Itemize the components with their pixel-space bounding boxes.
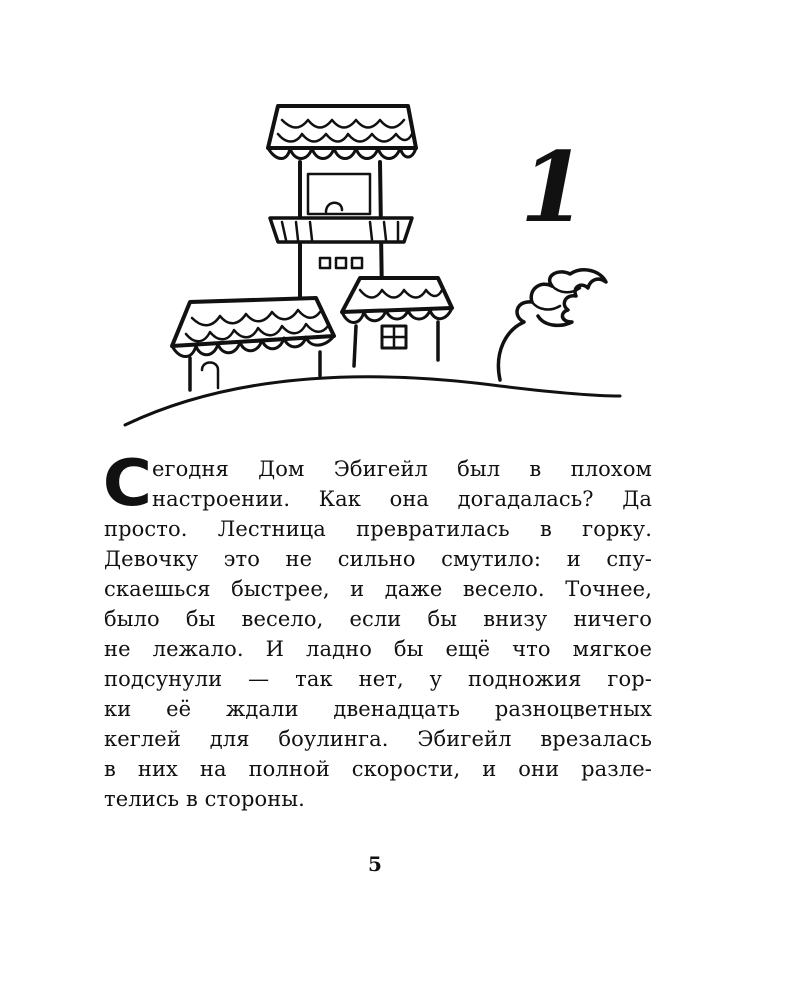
text-line: не лежало. И ладно бы ещё что мягкое: [104, 637, 652, 661]
chapter-number: 1: [520, 131, 587, 244]
text-line: кеглей для боулинга. Эбигейл врезалась: [104, 727, 652, 751]
text-line: просто. Лестница превратилась в горку.: [104, 517, 652, 541]
text-line: в них на полной скорости, и они разле-: [104, 757, 652, 781]
hill-line: [125, 377, 620, 425]
tower-balcony: [270, 218, 412, 242]
page-number: 5: [368, 852, 382, 876]
drop-cap-letter: С: [102, 447, 153, 521]
drop-cap: [102, 447, 153, 521]
text-line: Девочку это не сильно смутило: и спу-: [104, 547, 652, 571]
text-line: было бы весело, если бы внизу ничего: [104, 607, 652, 631]
text-line: ки её ждали двенадцать разноцветных: [104, 697, 652, 721]
text-line: настроении. Как она догадалась? Да: [152, 487, 652, 511]
text-line: егодня Дом Эбигейл был в плохом: [152, 457, 652, 481]
text-line: телись в стороны.: [104, 787, 305, 811]
text-line: подсунули — так нет, у подножия гор-: [104, 667, 652, 691]
text-line: скаешься быстрее, и даже весело. Точнее,: [104, 577, 652, 601]
body-text: [102, 447, 652, 814]
